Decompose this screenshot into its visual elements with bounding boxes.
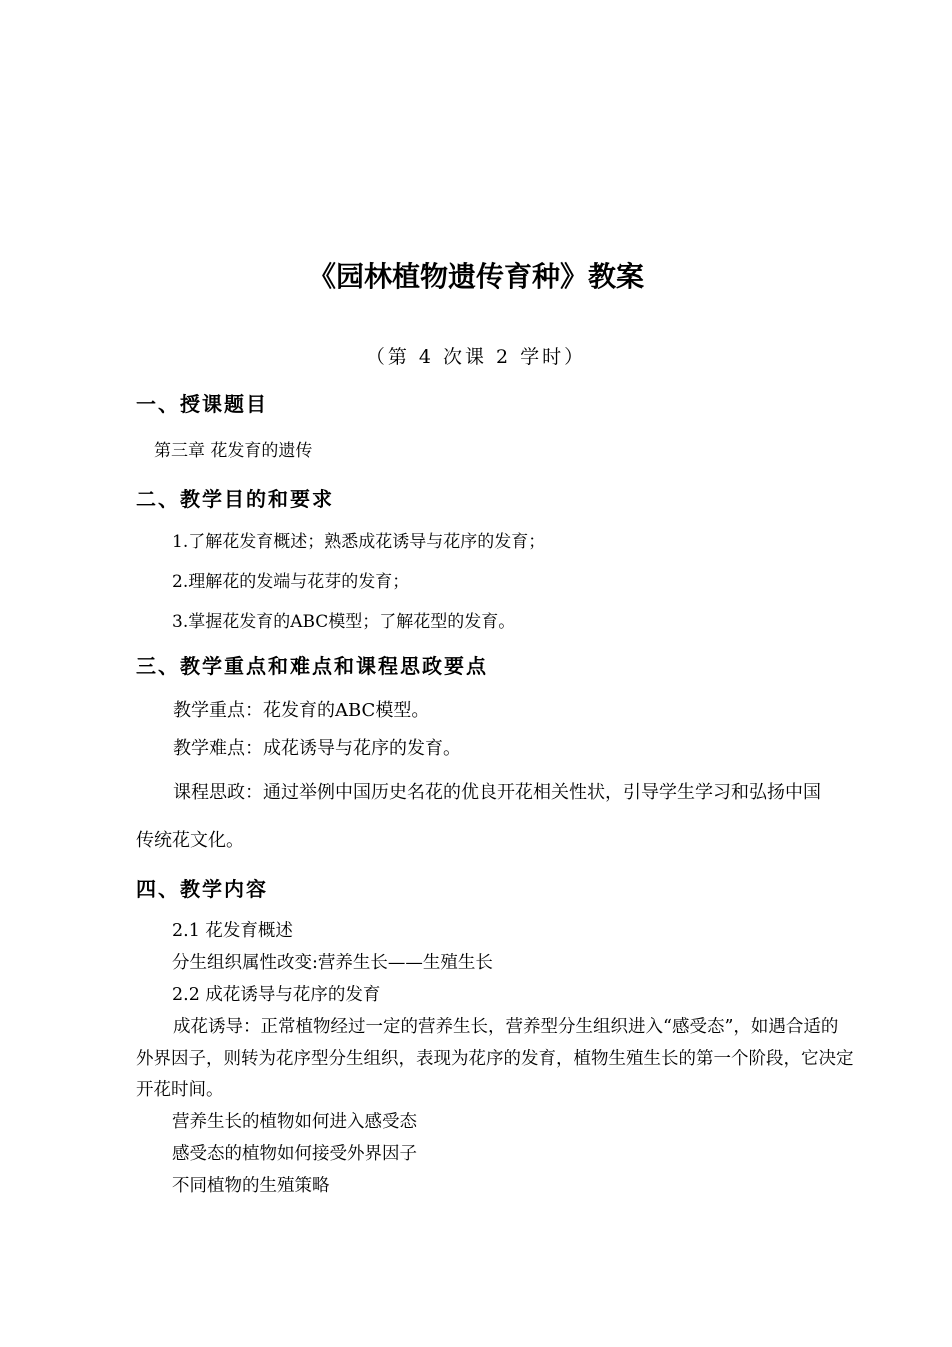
content-section-2-1: 2.1 花发育概述 [172,921,293,941]
key-point-difficulty: 教学难点：成花诱导与花序的发育。 [173,738,461,759]
lesson-info: （第 4 次课 2 学时） [365,346,587,368]
topic-text: 第三章 花发育的遗传 [154,441,313,461]
section-heading-key-points: 三、教学重点和难点和课程思政要点 [136,654,488,678]
objective-item-1: 1.了解花发育概述；熟悉成花诱导与花序的发育； [172,532,546,552]
content-question-2: 感受态的植物如何接受外界因子 [172,1144,417,1164]
section-heading-topic: 一、授课题目 [136,392,268,416]
content-section-2-2: 2.2 成花诱导与花序的发育 [172,985,381,1005]
key-point-ideology-line1: 课程思政：通过举例中国历史名花的优良开花相关性状，引导学生学习和弘扬中国 [173,782,821,803]
objective-item-3: 3.掌握花发育的ABC模型；了解花型的发育。 [172,612,516,632]
content-section-2-1-text: 分生组织属性改变:营养生长——生殖生长 [172,953,493,973]
section-heading-objectives: 二、教学目的和要求 [136,487,334,511]
document-title: 《园林植物遗传育种》教案 [307,260,644,293]
key-point-ideology-line2: 传统花文化。 [136,830,244,851]
objective-item-2: 2.理解花的发端与花芽的发育； [172,572,410,592]
section-heading-content: 四、教学内容 [136,877,268,901]
content-question-1: 营养生长的植物如何进入感受态 [172,1112,417,1132]
content-question-3: 不同植物的生殖策略 [172,1176,330,1196]
content-induction-paragraph: 成花诱导：正常植物经过一定的营养生长，营养型分生组织进入“感受态”，如遇合适的外界因子，则转为花序型分生组织，表现为花序的发育，植物生殖生长的第一个阶段，它决定开花时间。 [136,1017,854,1100]
key-point-focus: 教学重点：花发育的ABC模型。 [173,700,430,721]
